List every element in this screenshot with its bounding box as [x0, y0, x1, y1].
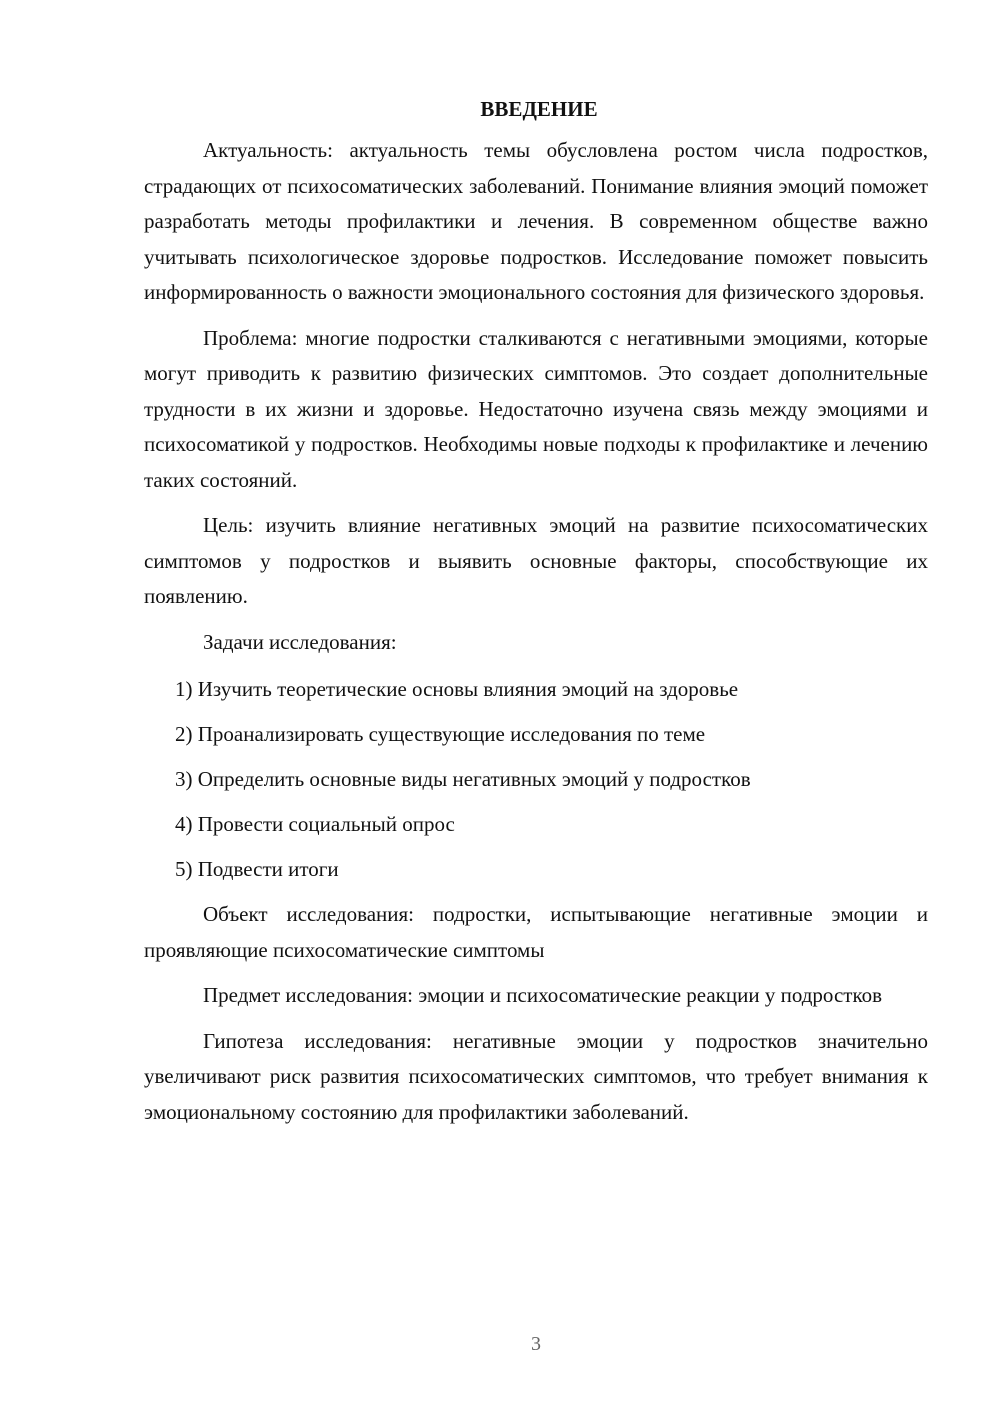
subject-paragraph: Предмет исследования: эмоции и психосоматические реакции у подростков: [203, 983, 882, 1007]
tasks-heading: Задачи исследования:: [203, 629, 397, 654]
problem-paragraph: Проблема: многие подростки сталкиваются с негативными эмоциями, которые могут приводить к развитию физических симптомов. Это создает дополнительные трудности в их жизни и здоровье. Недостаточно изучена связь между эмоциями и психосоматикой у подростков. Необходимы новые подходы к профилактике и лечению таких состояний.: [144, 325, 928, 492]
tasks-list: [144, 672, 928, 888]
page-number: 3: [531, 1333, 541, 1355]
task-item-3: 3) Определить основные виды негативных эмоций у подростков: [175, 767, 751, 791]
page-content: [144, 92, 928, 1140]
goal-paragraph: Цель: изучить влияние негативных эмоций на развитие психосоматических симптомов у подростков и выявить основные факторы, способствующие их появлению.: [144, 513, 928, 608]
hypothesis-paragraph: Гипотеза исследования: негативные эмоции у подростков значительно увеличивают риск развития психосоматических симптомов, что требует внимания к эмоциональному состоянию для профилактики заболеваний.: [144, 1028, 928, 1124]
task-item-2: 2) Проанализировать существующие исследования по теме: [175, 722, 706, 746]
relevance-paragraph: Актуальность: актуальность темы обусловлена ростом числа подростков, страдающих от психосоматических заболеваний. Понимание влияния эмоций поможет разработать методы профилактики и лечения. В современном обществе важно учитывать психологическое здоровье подростков. Исследование поможет повысить информированность о важности эмоционального состояния для физического здоровья.: [144, 138, 928, 304]
page-title: ВВЕДЕНИЕ: [480, 97, 598, 121]
task-item-1: 1) Изучить теоретические основы влияния эмоций на здоровье: [175, 677, 739, 701]
object-paragraph: Объект исследования: подростки, испытывающие негативные эмоции и проявляющие психосоматические симптомы: [144, 902, 928, 962]
task-item-5: 5) Подвести итоги: [175, 857, 339, 881]
task-item-4: 4) Провести социальный опрос: [175, 812, 455, 836]
